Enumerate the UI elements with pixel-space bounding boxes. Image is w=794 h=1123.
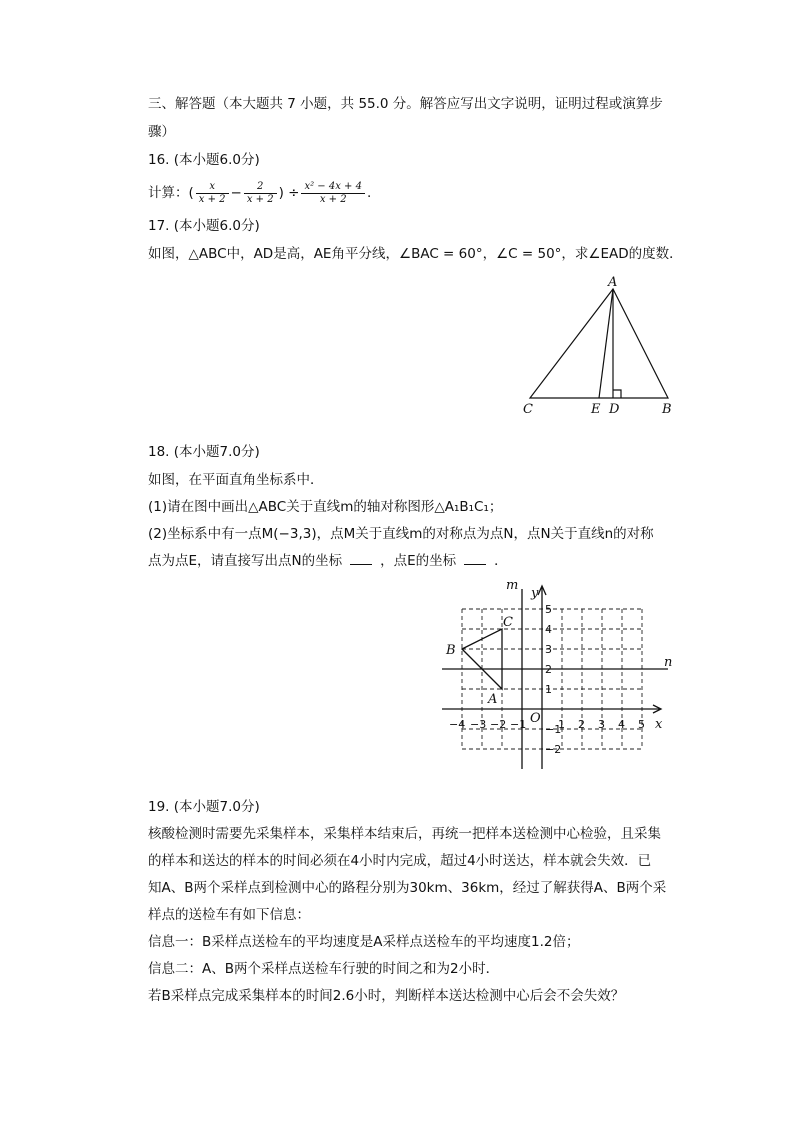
svg-text:−1: −1 [510,718,527,731]
svg-text:5: 5 [545,603,552,616]
section-title-line1: 三、解答题（本大题共 7 小题，共 55.0 分。解答应写出文字说明，证明过程或演算步 [148,96,663,112]
svg-text:−2: −2 [545,743,562,756]
q17-label-D: D [609,402,620,417]
svg-text:4: 4 [618,718,625,731]
svg-text:1: 1 [545,683,552,696]
q17-text: 如图，△ABC中，AD是高，AE角平分线，∠BAC = 60°，∠C = 50°，求∠EAD的度数． [148,246,683,262]
q18-label-x: x [655,717,663,732]
q19-line6: 信息二：A、B两个采样点送检车行驶的时间之和为2小时． [148,961,500,977]
q18-label-m: m [506,578,519,593]
svg-text:2: 2 [545,663,552,676]
q16-fraction-1: $\frac{x}{x + 2}$ [196,181,229,206]
q17-label-C: C [523,402,533,417]
q19-line7: 若B采样点完成采集样本的时间2.6小时，判断样本送达检测中心后会不会失效？ [148,988,625,1004]
svg-text:−2: −2 [490,718,507,731]
svg-text:2: 2 [578,718,585,731]
q16-end: . [366,185,372,201]
q18-line3: (2)坐标系中有一点M(−3,3)，点M关于直线m的对称点为点N，点N关于直线n的对称 [148,526,654,542]
svg-text:−1: −1 [545,723,562,736]
q18-line4: 点为点E，请直接写出点N的坐标 ，点E的坐标 ． [148,553,508,569]
q17-label-E: E [591,402,601,417]
svg-text:−4: −4 [449,718,466,731]
svg-text:5: 5 [638,718,645,731]
q17-label-A: A [608,275,618,290]
q18-label-n: n [664,655,673,670]
svg-text:−3: −3 [470,718,487,731]
svg-text:4: 4 [545,623,552,636]
q19-line3: 知A、B两个采样点到检测中心的路程分别为30km、36km，经过了解获得A、B两个采 [148,880,667,896]
q16-fraction-3: $\frac{\text{x² − 4x + 4}}{x + 2}$ [301,181,365,206]
q18-label-origin: O [530,711,541,726]
q16-header: 16. (本小题6.0分) [148,152,260,168]
q17-label-B: B [662,402,672,417]
q17-header: 17. (本小题6.0分) [148,218,260,234]
q16-fraction-2: $\frac{2}{x + 2}$ [244,181,277,206]
svg-text:3: 3 [545,643,552,656]
q18-label-C: C [503,615,513,630]
q19-line1: 核酸检测时需要先采集样本，采集样本结束后，再统一把样本送检测中心检验，且采集 [148,826,661,842]
section-title-line2: 骤） [148,124,175,140]
svg-text:3: 3 [598,718,605,731]
q19-line5: 信息一：B采样点送检车的平均速度是A采样点送检车的平均速度1.2倍； [148,934,580,950]
q18-label-y: y [531,586,539,601]
q18-header: 18. (本小题7.0分) [148,444,260,460]
q19-line4: 样点的送检车有如下信息： [148,907,310,923]
q16-divide: ) ÷ [278,185,300,201]
q18-label-A: A [488,692,498,707]
q18-label-B: B [446,643,456,658]
svg-text:1: 1 [558,718,565,731]
q16-prefix: 计算：( [148,185,194,201]
q18-line2: (1)请在图中画出△ABC关于直线m的轴对称图形△A₁B₁C₁； [148,499,503,515]
q19-header: 19. (本小题7.0分) [148,799,260,815]
q18-line1: 如图，在平面直角坐标系中． [148,472,324,488]
q16-minus: − [230,185,242,201]
q19-line2: 的样本和送达的样本的时间必须在4小时内完成，超过4小时送达，样本就会失效．已 [148,853,652,869]
